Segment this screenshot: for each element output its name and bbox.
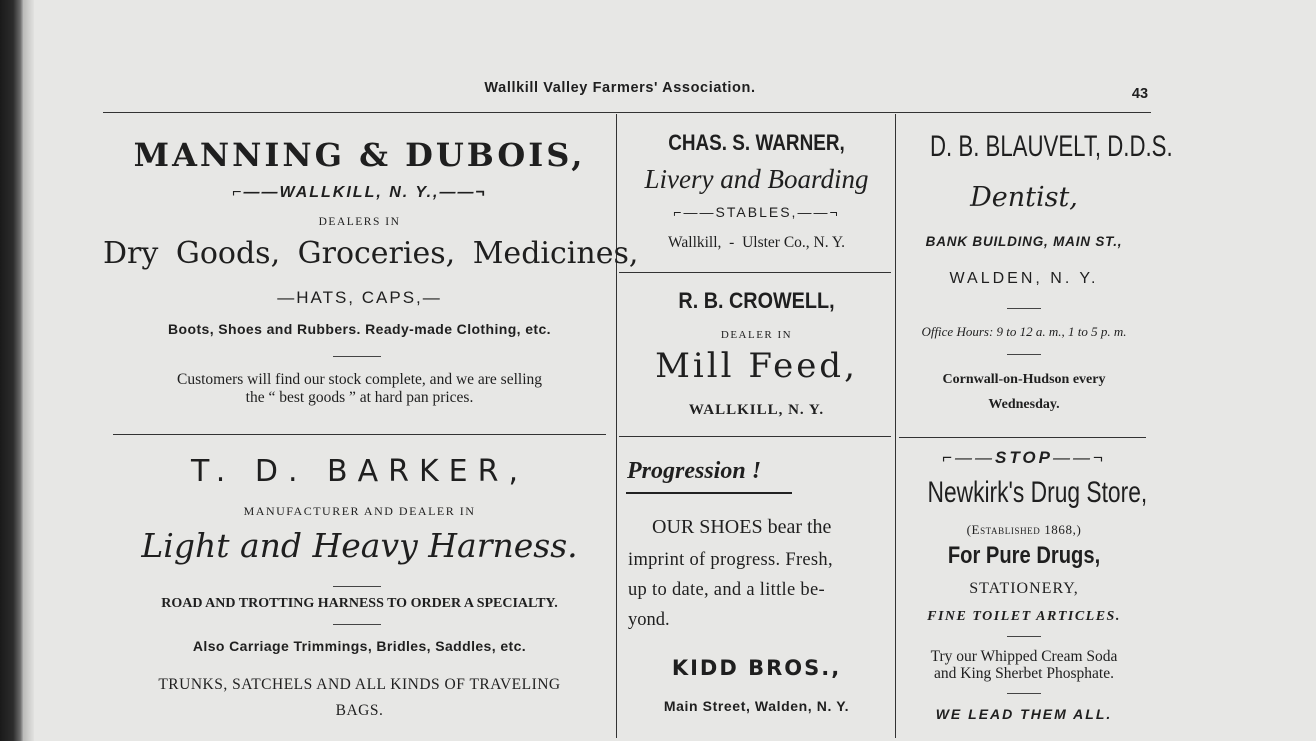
- flourish-left-icon: ⌐——: [942, 448, 995, 467]
- blauvelt-hours: Office Hours: 9 to 12 a. m., 1 to 5 p. m.: [921, 324, 1127, 339]
- kidd-name: KIDD BROS.,: [671, 656, 842, 680]
- crowell-dealer-in: DEALER IN: [720, 329, 793, 341]
- barker-trunks-2: BAGS.: [335, 702, 384, 719]
- kidd-heading-underline: [626, 492, 792, 494]
- barker-trunks-1: TRUNKS, SATCHELS AND ALL KINDS OF TRAVELING: [158, 676, 561, 693]
- kidd-body-1: OUR SHOES bear the: [652, 516, 832, 538]
- manning-hats: —HATS, CAPS,—: [277, 288, 442, 307]
- blauvelt-divider-1: [1007, 308, 1041, 309]
- ad-crowell: [618, 276, 895, 434]
- manning-tagline-2: the “ best goods ” at hard pan prices.: [245, 389, 474, 406]
- manning-location-text: WALLKILL, N. Y.,: [279, 184, 440, 201]
- blauvelt-divider-2: [1007, 354, 1041, 355]
- flourish-right-icon: ——¬: [797, 204, 840, 220]
- warner-stables: [618, 204, 895, 220]
- warner-stables-text: STABLES,: [715, 204, 798, 220]
- newkirk-name: Newkirk's Drug Store,: [927, 476, 1148, 509]
- kidd-heading: Progression !: [627, 458, 762, 484]
- ad-newkirk: [897, 440, 1151, 732]
- flourish-left-icon: ⌐——: [673, 204, 716, 220]
- column-rule-left: [616, 114, 617, 738]
- barker-name: T. D. BARKER,: [191, 454, 528, 489]
- barker-manufacturer: MANUFACTURER AND DEALER IN: [243, 504, 476, 518]
- barker-road: ROAD AND TROTTING HARNESS TO ORDER A SPECIALTY.: [161, 596, 558, 611]
- newkirk-slogan: WE LEAD THEM ALL.: [935, 706, 1113, 722]
- kidd-address: Main Street, Walden, N. Y.: [663, 698, 850, 714]
- manning-dealers-in: DEALERS IN: [318, 216, 401, 228]
- running-header: Wallkill Valley Farmers' Association.: [484, 80, 756, 96]
- section-rule-right: [899, 437, 1146, 438]
- manning-goods: Dry Goods, Groceries, Medicines,: [103, 236, 639, 271]
- blauvelt-name: D. B. BLAUVELT, D.D.S.: [930, 130, 1173, 163]
- newkirk-toilet: FINE TOILET ARTICLES.: [927, 609, 1121, 624]
- blauvelt-building: BANK BUILDING, MAIN ST.,: [925, 234, 1123, 249]
- section-rule-mid-upper: [619, 272, 891, 273]
- kidd-body-2: imprint of progress. Fresh,: [628, 550, 833, 570]
- section-rule-mid: [619, 436, 891, 437]
- manning-boots: Boots, Shoes and Rubbers. Ready-made Clothing, etc.: [168, 321, 551, 337]
- barker-harness: Light and Heavy Harness.: [141, 526, 578, 565]
- flourish-left-icon: ⌐——: [232, 184, 280, 201]
- warner-livery: Livery and Boarding: [644, 164, 869, 194]
- barker-divider-2: [333, 624, 381, 625]
- header-rule: [103, 112, 1151, 113]
- blauvelt-title: Dentist,: [970, 182, 1078, 213]
- newkirk-divider-1: [1007, 636, 1041, 637]
- crowell-location: WALLKILL, N. Y.: [688, 402, 825, 418]
- newkirk-stationery: STATIONERY,: [969, 580, 1079, 597]
- ad-kidd: [618, 442, 895, 732]
- blauvelt-cornwall-2: Wednesday.: [988, 397, 1060, 412]
- ad-manning-dubois: [103, 120, 639, 430]
- barker-carriage: Also Carriage Trimmings, Bridles, Saddles, etc.: [192, 638, 527, 654]
- column-rule-right: [895, 114, 896, 738]
- warner-name: CHAS. S. WARNER,: [668, 130, 845, 155]
- page-gutter: [24, 0, 34, 741]
- manning-name: MANNING & DUBOIS,: [133, 136, 586, 174]
- newkirk-stop-text: STOP: [995, 448, 1053, 467]
- newkirk-pure: For Pure Drugs,: [947, 542, 1101, 569]
- warner-address: Wallkill, - Ulster Co., N. Y.: [668, 234, 845, 251]
- kidd-body-4: yond.: [628, 610, 670, 630]
- ad-barker: [103, 440, 616, 730]
- newkirk-stop: [897, 448, 1151, 468]
- flourish-right-icon: ——¬: [439, 184, 487, 201]
- ad-warner: [618, 120, 895, 270]
- newkirk-soda-1: Try our Whipped Cream Soda: [930, 648, 1118, 665]
- section-rule-left: [113, 434, 606, 435]
- manning-tagline-1: Customers will find our stock complete, and we are selling: [176, 371, 543, 388]
- crowell-product: Mill Feed,: [655, 346, 858, 386]
- blauvelt-cornwall-1: Cornwall-on-Hudson every: [942, 372, 1106, 387]
- kidd-body-3: up to date, and a little be-: [628, 580, 825, 600]
- newkirk-divider-2: [1007, 693, 1041, 694]
- barker-divider-1: [333, 586, 381, 587]
- manning-divider: [333, 356, 381, 357]
- newkirk-established: (Established 1868,): [966, 522, 1082, 537]
- flourish-right-icon: ——¬: [1052, 448, 1106, 467]
- book-binding-shadow: [0, 0, 24, 741]
- ad-blauvelt: [897, 120, 1173, 432]
- crowell-name: R. B. CROWELL,: [678, 288, 835, 313]
- blauvelt-location: WALDEN, N. Y.: [949, 270, 1099, 287]
- manning-location: [103, 184, 616, 202]
- page-number: 43: [1131, 86, 1149, 102]
- newkirk-soda-2: and King Sherbet Phosphate.: [934, 665, 1114, 682]
